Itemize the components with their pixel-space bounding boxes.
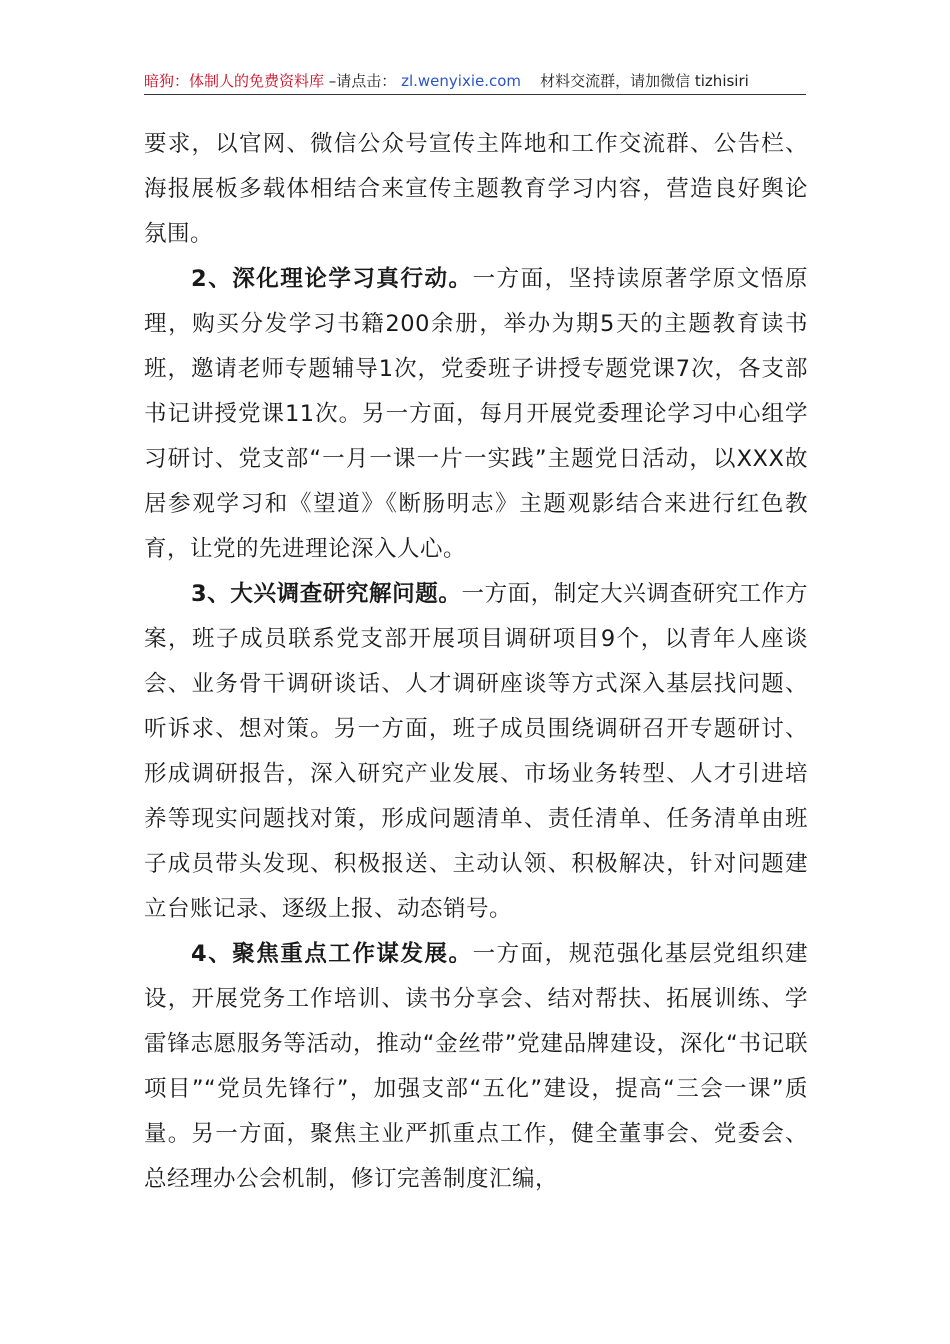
- paragraph-2: [144, 257, 808, 572]
- paragraph-3-heading: 3、大兴调查研究解问题。: [191, 581, 462, 607]
- paragraph-3-text: 一方面，制定大兴调查研究工作方案，班子成员联系党支部开展项目调研项目9个，以青年人座谈会、业务骨干调研谈话、人才调研座谈等方式深入基层找问题、听诉求、想对策。另一方面，班子成员围绕调研召开专题研讨、形成调研报告，深入研究产业发展、市场业务转型、人才引进培养等现实问题找对策，形成问题清单、责任清单、任务清单由班子成员带头发现、积极报送、主动认领、积极解决，针对问题建立台账记录、逐级上报、动态销号。: [144, 581, 808, 922]
- paragraph-2-text: 一方面，坚持读原著学原文悟原理，购买分发学习书籍200余册，举办为期5天的主题教育读书班，邀请老师专题辅导1次，党委班子讲授专题党课7次，各支部书记讲授党课11次。另一方面，每月开展党委理论学习中心组学习研讨、党支部“一月一课一片一实践”主题党日活动，以XXX故居参观学习和《望道》《断肠明志》主题观影结合来进行红色教育，让党的先进理论深入人心。: [144, 266, 808, 562]
- header-click-prompt: –请点击：: [328, 72, 397, 90]
- page-header: [144, 68, 806, 95]
- header-link[interactable]: zl.wenyixie.com: [401, 72, 522, 90]
- paragraph-4: [144, 932, 808, 1202]
- paragraph-4-text: 一方面，规范强化基层党组织建设，开展党务工作培训、读书分享会、结对帮扶、拓展训练、学雷锋志愿服务等活动，推动“金丝带”党建品牌建设，深化“书记联项目”“党员先锋行”，加强支部“五化”建设，提高“三会一课”质量。另一方面，聚焦主业严抓重点工作，健全董事会、党委会、总经理办公会机制，修订完善制度汇编，: [144, 941, 808, 1192]
- document-body: [144, 122, 808, 1202]
- header-brand: 暗狗：体制人的免费资料库: [144, 72, 325, 90]
- paragraph-1-text: 要求，以官网、微信公众号宣传主阵地和工作交流群、公告栏、海报展板多载体相结合来宣传主题教育学习内容，营造良好舆论氛围。: [144, 131, 808, 247]
- paragraph-1: [144, 122, 808, 257]
- paragraph-3: [144, 572, 808, 932]
- header-contact: 材料交流群，请加微信 tizhisiri: [525, 72, 749, 90]
- paragraph-4-heading: 4、聚焦重点工作谋发展。: [191, 941, 473, 967]
- paragraph-2-heading: 2、深化理论学习真行动。: [191, 266, 473, 292]
